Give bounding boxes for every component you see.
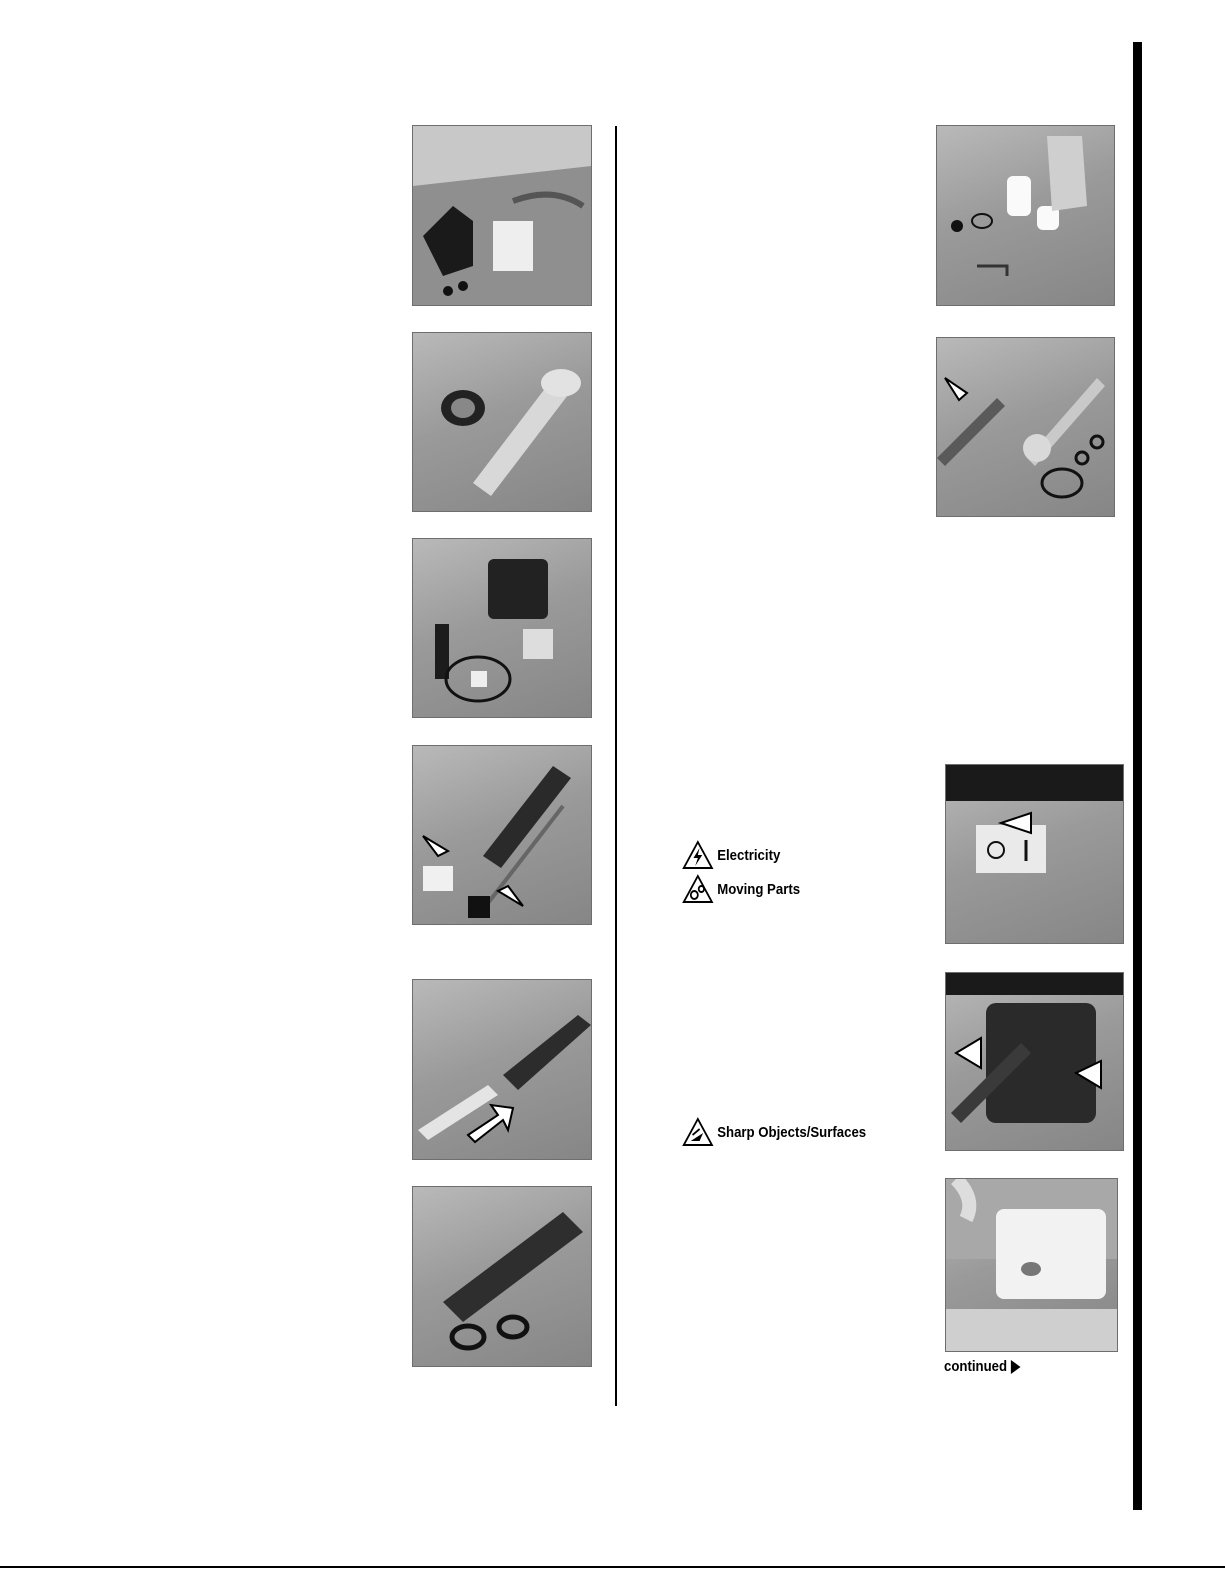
photo-beater-shaft (936, 337, 1115, 517)
photo-draw-valve-and-rod (412, 745, 592, 925)
photo-door-parts (412, 538, 592, 718)
column-divider (615, 126, 617, 1406)
hazard-moving-parts (682, 874, 800, 904)
photo-parts-tray (412, 125, 592, 306)
photo-hopper-drain (945, 1178, 1118, 1352)
bottom-rule (0, 1566, 1225, 1568)
moving-parts-warning-icon (682, 874, 714, 904)
sharp-objects-warning-icon (682, 1117, 714, 1147)
photo-valve-o-rings (412, 1186, 592, 1367)
right-arrow-icon (1011, 1360, 1021, 1374)
hazard-electricity (682, 840, 780, 870)
photo-door-removal (945, 972, 1124, 1151)
photo-power-switch (945, 764, 1124, 944)
hazard-sharp-objects-label: Sharp Objects/Surfaces (717, 1123, 867, 1141)
photo-freezer-door-parts (936, 125, 1115, 306)
hazard-sharp-objects (682, 1117, 866, 1147)
photo-shaft-and-seal (412, 332, 592, 512)
hazard-moving-parts-label: Moving Parts (717, 880, 801, 898)
photo-valve-assembly (412, 979, 592, 1160)
continued-indicator (944, 1358, 1020, 1375)
electric-shock-warning-icon (682, 840, 714, 870)
hazard-electricity-label: Electricity (717, 846, 781, 864)
continued-label: continued (944, 1358, 1008, 1375)
page-edge-bar (1133, 42, 1142, 1510)
